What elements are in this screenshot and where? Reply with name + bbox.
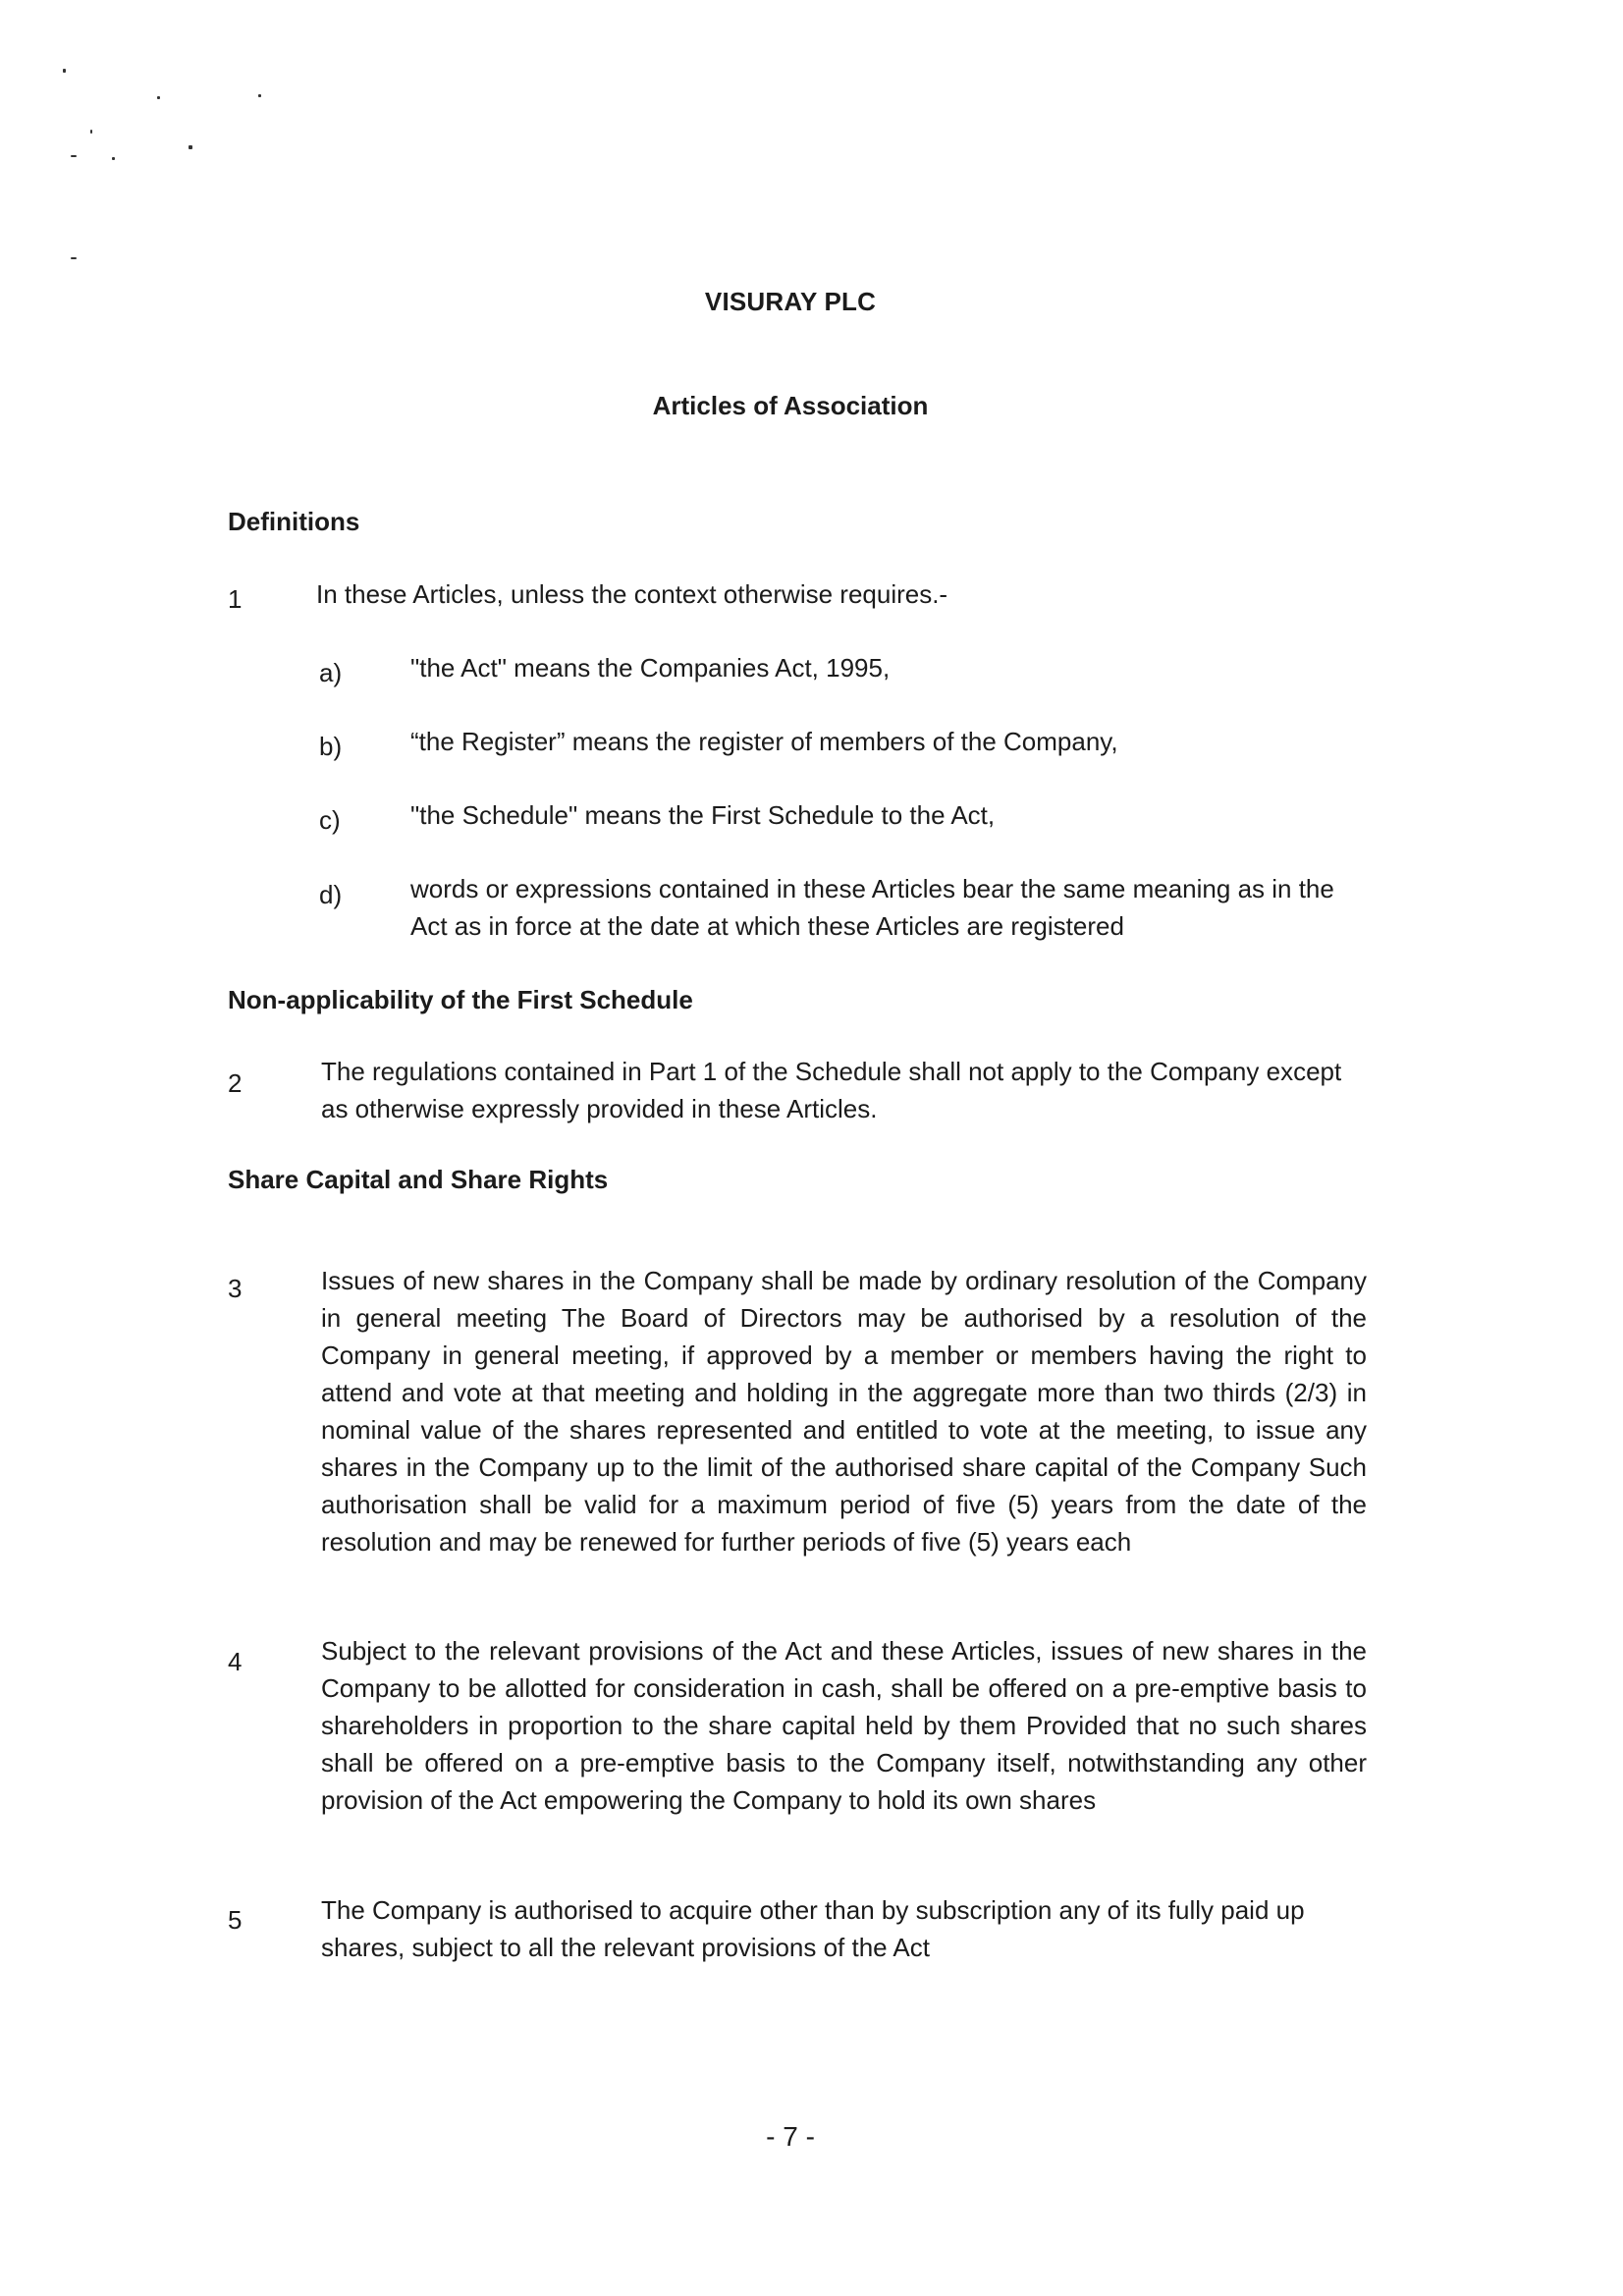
definition-letter-c: c) (319, 805, 341, 835)
article-number-3: 3 (228, 1274, 243, 1303)
article-4-text: Subject to the relevant provisions of the Act and these Articles, issues of new shares in the Company to be allotted for consideration in cash, shall be offered on a pre-emptive basis to shareholders in proportion to the share capital held by them Provided that no such shares shall be offered on a pre-emptive basis to the Company itself, notwithstanding any other provision of the Act empowering the Company to hold its own shares (321, 1636, 1367, 1815)
definition-letter-a: a) (319, 658, 343, 687)
heading-non-applicability: Non-applicability of the First Schedule (228, 985, 693, 1014)
article-number-5: 5 (228, 1905, 243, 1935)
page-number: - 7 - (766, 2121, 815, 2152)
heading-share-capital: Share Capital and Share Rights (228, 1165, 609, 1194)
company-name: VISURAY PLC (704, 287, 877, 316)
definition-letter-d: d) (319, 880, 343, 909)
definition-item-c: "the Schedule" means the First Schedule to the Act, (410, 800, 996, 830)
article-number-4: 4 (228, 1647, 243, 1676)
article-number-2: 2 (228, 1068, 243, 1098)
heading-definitions: Definitions (228, 507, 360, 536)
definition-item-b: “the Register” means the register of members of the Company, (410, 727, 1118, 756)
article-2-text: The regulations contained in Part 1 of the Schedule shall not apply to the Company except as otherwise expressly provided in these Articles. (321, 1057, 1342, 1123)
definition-item-a: "the Act" means the Companies Act, 1995, (410, 653, 891, 683)
definition-item-d: words or expressions contained in these Articles bear the same meaning as in the Act as in force at the date at which these Articles are registered (410, 874, 1334, 941)
article-5-text: The Company is authorised to acquire other than by subscription any of its fully paid up shares, subject to all the relevant provisions of the Act (321, 1895, 1305, 1962)
document-title: Articles of Association (652, 391, 929, 420)
article-number-1: 1 (228, 584, 243, 614)
article-3-text: Issues of new shares in the Company shall be made by ordinary resolution of the Company in general meeting The Board of Directors may be authorised by a resolution of the Company in general meeting, if approved by a member or members having the right to attend and vote at that meeting and holding in the aggregate more than two thirds (2/3) in nominal value of the shares represented and entitled to vote at the meeting, to issue any shares in the Company up to the limit of the authorised share capital of the Company Such authorisation shall be valid for a maximum period of five (5) years from the date of the resolution and may be renewed for further periods of five (5) years each (321, 1266, 1367, 1557)
definition-letter-b: b) (319, 732, 343, 761)
article-1-intro: In these Articles, unless the context otherwise requires.- (316, 579, 948, 609)
